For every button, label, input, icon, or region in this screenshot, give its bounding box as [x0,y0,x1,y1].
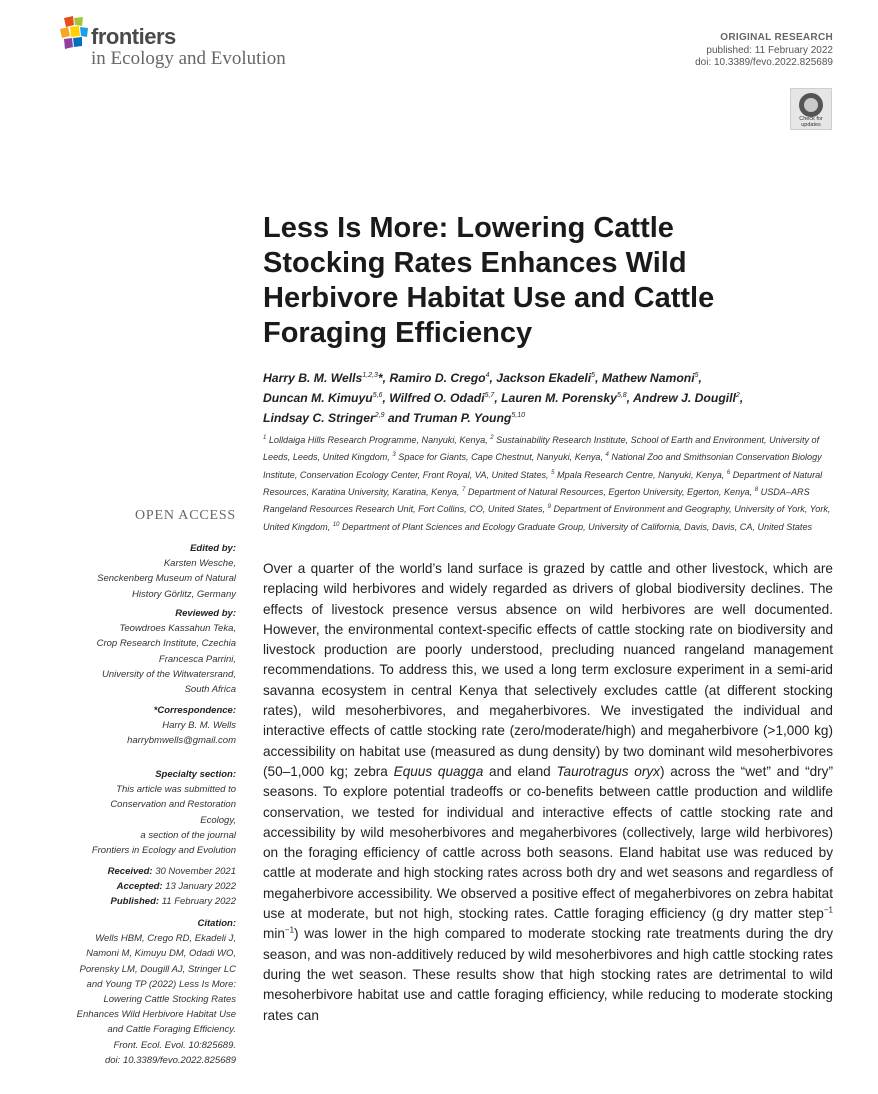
author-sep: , [494,391,502,406]
sidebar-line: and Cattle Foraging Efficiency. [107,1024,236,1036]
sidebar-line: This article was submitted to [116,784,236,796]
date-value: 11 February 2022 [161,896,236,908]
affil-sup: 2 [490,435,494,441]
journal-logo[interactable] [60,16,330,72]
sidebar-line: Karsten Wesche, [163,558,236,570]
author-affil-sup: 5,6 [372,392,383,400]
unit-exponent: −1 [823,905,833,915]
sidebar-line: and Young TP (2022) Less Is More: [86,978,236,990]
author-name[interactable]: Truman P. Young [412,411,512,426]
date-label: Accepted: [116,881,163,893]
author-sep: *, [377,371,390,386]
author-affil-sup: 5,7 [484,392,495,400]
date-received [40,864,236,879]
affil-text: USDA–ARS Rangeland Resources Research Unit, Fort Collins, CO, United States, [263,487,810,515]
author-sep: , [382,391,390,406]
sidebar-line: Conservation and Restoration [110,799,236,811]
date-value: 13 January 2022 [165,881,236,893]
author-name[interactable]: Andrew J. Dougill [633,391,736,406]
sidebar-line: South Africa [184,684,236,696]
author-sep: , [489,371,497,386]
open-access-label: OPEN ACCESS [135,508,236,523]
author-name[interactable]: Wilfred O. Odadi [389,391,485,406]
author-affil-sup: 5 [694,372,699,379]
date-label: Published: [110,896,160,908]
sidebar-line: Front. Ecol. Evol. 10:825689. [113,1039,236,1051]
author-name[interactable]: Jackson Ekadeli [496,371,592,386]
affil-sup: 3 [392,452,396,459]
title-line: Herbivore Habitat Use and Cattle [263,282,715,314]
author-name[interactable]: Harry B. M. Wells [263,371,363,386]
abstract [263,559,833,1026]
affil-sup: 4 [605,452,609,459]
affil-text: Department of Plant Sciences and Ecology Graduate Group, University of California, Davis, Davis, CA, United States [341,521,813,532]
journal-name: in Ecology and Evolution [91,48,286,69]
dates-section [40,864,236,910]
affil-sup: 7 [461,486,466,493]
edited-by-section [40,541,236,602]
article-title [263,211,823,351]
frontiers-logo-icon [60,16,90,50]
citation-heading: Citation: [197,918,236,929]
reviewed-by-heading: Reviewed by: [175,608,236,619]
affil-sup: 8 [754,486,759,493]
author-name[interactable]: Ramiro D. Crego [389,371,486,386]
affil-text: Department of Natural Resources, Karatina University, Karatina, Kenya, [263,469,823,498]
author-affil-sup: 5,10 [511,412,525,420]
author-sep: , [739,391,744,406]
abstract-text: and eland [483,763,557,779]
author-affil-sup: 2 [735,392,740,400]
affil-sup: 1 [263,435,267,441]
abstract-text: ) was lower in the high compared to moderate stocking rate treatments during the dry season, and was non-additively reduced by wild mesoherbivores and high cattle stocking rates during the wet season. These results show that high stocking rates are detrimental to wild mesoherbivore habitat use and cattle foraging efficiency, while reducing to moderate stocking rates can [263,926,833,1023]
affil-text: Mpala Research Centre, Nanyuki, Kenya, [557,469,727,480]
sidebar-line: History Görlitz, Germany [132,588,236,600]
correspondence-email[interactable]: harrybmwells@gmail.com [127,735,236,747]
author-list [263,367,833,427]
author-sep: , [595,371,602,386]
sidebar-line: Teowdroes Kassahun Teka, [119,623,236,635]
citation-section [40,916,236,1068]
affil-sup: 10 [332,521,340,528]
title-line: Stocking Rates Enhances Wild [263,247,687,279]
article-type: ORIGINAL RESEARCH [720,32,833,43]
species-name: Taurotragus oryx [556,763,660,779]
sidebar-line: Lowering Cattle Stocking Rates [103,994,236,1006]
edited-by-heading: Edited by: [190,543,236,554]
sidebar-line: Namoni M, Kimuyu DM, Odadi WO, [86,948,236,960]
doi[interactable]: doi: 10.3389/fevo.2022.825689 [695,57,833,68]
title-line: Foraging Efficiency [263,317,533,349]
date-label: Received: [107,866,153,877]
author-affil-sup: 2,9 [374,412,385,420]
author-name[interactable]: Mathew Namoni [601,371,695,386]
affiliations [263,431,833,535]
sidebar-line: Crop Research Institute, Czechia [96,638,236,650]
sidebar-line: Porensky LM, Dougill AJ, Stringer LC [79,963,236,975]
author-sep: , [626,391,633,406]
sidebar-line: Frontiers in Ecology and Evolution [91,845,236,857]
date-published [40,894,236,909]
sidebar-line: a section of the journal [140,829,236,841]
author-name[interactable]: Duncan M. Kimuyu [263,391,373,406]
correspondence-heading: *Correspondence: [153,705,236,716]
author-sep: and [384,411,413,426]
sidebar-line: Harry B. M. Wells [162,720,236,732]
specialty-heading: Specialty section: [155,769,236,780]
affil-text: National Zoo and Smithsonian Conservation Biology Institute, Conservation Ecology Center, Front Royal, VA, United States, [263,452,822,480]
unit-exponent: −1 [284,925,295,935]
specialty-section [40,767,236,858]
affil-sup: 9 [547,504,551,511]
author-affil-sup: 4 [485,372,490,379]
species-name: Equus quagga [393,763,484,779]
sidebar-line: Ecology, [200,814,236,826]
author-sep: , [698,371,702,386]
affil-text: Department of Environment and Geography, University of York, York, United Kingdom, [263,504,831,532]
date-accepted [40,879,236,894]
abstract-text: Over a quarter of the world’s land surface is grazed by cattle and other livestock, which are replacing wild herbivores and widely regarded as drivers of global biodiversity declines. The effects of livestock presence versus absence on wild herbivores are well documented. However, the environmental context-specific effects of cattle stocking rate on biodiversity and livestock production are poorly understood, precluding nuanced rangeland management recommendations. To address this, we used a long term exclosure experiment in a semi-arid savanna ecosystem in central Kenya that selectively excludes cattle (at different stocking rates), wild mesoherbivores, and megaherbivores. We investigated the individual and interactive effects of cattle stocking rate (zero/moderate/high) and megaherbivore (>1,000 kg) accessibility on habitat use (measured as dung density) by two dominant wild mesoherbivores (50–1,000 kg; zebra [263,561,833,779]
abstract-text: min [263,926,285,942]
reviewed-by-section [40,606,236,697]
author-affil-sup: 1,2,3 [362,372,378,379]
title-line: Less Is More: Lowering Cattle [263,212,674,244]
author-name[interactable]: Lindsay C. Stringer [263,411,375,426]
sidebar-line: Senckenberg Museum of Natural [97,573,236,585]
update-check-icon [799,93,823,117]
logo-wordmark: frontiers [91,24,176,49]
sidebar-line: Francesca Parrini, [158,653,236,665]
abstract-text: ) across the “wet” and “dry” seasons. To explore potential tradeoffs or co-benefits between cattle production and wildlife conservation, we tested for individual and interactive effects of cattle stocking rate and accessibility by wild mesoherbivores and megaherbivores (collectively, large wild herbivores) on the foraging efficiency of cattle across both seasons. Eland habitat use was reduced by cattle at moderate and high stocking rates across both dry and wet seasons and regardless of megaherbivore accessibility. We observed a positive effect of megaherbivores on zebra habitat use at moderate, but not high, stocking rates. Cattle foraging efficiency (g dry matter step [263,763,834,922]
sidebar-line: Enhances Wild Herbivore Habitat Use [76,1009,236,1021]
published-date: published: 11 February 2022 [706,45,833,56]
date-value: 30 November 2021 [155,866,236,877]
author-affil-sup: 5,8 [616,392,627,400]
affil-sup: 5 [551,469,555,476]
affil-text: Lolldaiga Hills Research Programme, Nanyuki, Kenya, [268,435,491,446]
sidebar-line: Wells HBM, Crego RD, Ekadeli J, [95,933,236,945]
correspondence-section [40,703,236,749]
author-affil-sup: 5 [591,372,596,379]
affil-text: Space for Giants, Cape Chestnut, Nanyuki, Kenya, [398,452,606,463]
check-updates-label: Check for updates [799,116,823,128]
affil-text: Sustainability Research Institute, School of Earth and Environment, University of Leeds, Leeds, United Kingdom, [263,435,820,463]
affil-sup: 6 [726,469,731,476]
affil-text: Department of Natural Resources, Egerton University, Egerton, Kenya, [467,487,755,498]
check-for-updates-badge[interactable] [790,88,832,130]
citation-doi[interactable]: doi: 10.3389/fevo.2022.825689 [104,1054,236,1066]
author-name[interactable]: Lauren M. Porensky [501,391,617,406]
sidebar-line: University of the Witwatersrand, [101,668,236,680]
